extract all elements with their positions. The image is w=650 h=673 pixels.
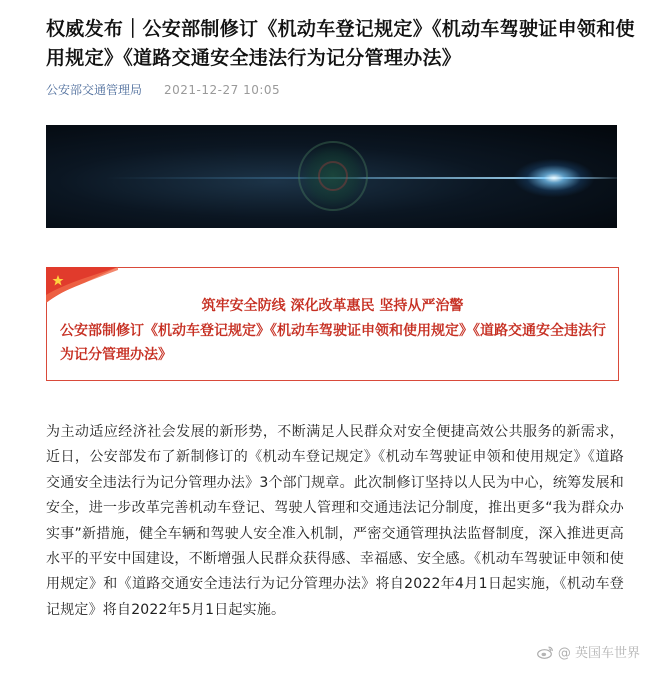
watermark-text: @ 英国车世界: [557, 646, 640, 661]
notice-box: [46, 267, 619, 381]
publish-date: 2021-12-27 10:05: [164, 83, 281, 97]
body-paragraph: 为主动适应经济社会发展的新形势，不断满足人民群众对安全便捷高效公共服务的新需求，近日，公安部发布了新制修订的《机动车登记规定》《机动车驾驶证申领和使用规定》《道路交通安全违法行为记分管理办法》3个部门规章。此次制修订坚持以人民为中心，统筹发展和安全，进一步改革完善机动车登记、驾驶人管理和交通违法记分制度，推出更多“我为群众办实事”新措施，健全车辆和驾驶人安全准入机制，严密交通管理执法监督制度，深入推进更高水平的平安中国建设，不断增强人民群众获得感、幸福感、安全感。《机动车驾驶证申领和使用规定》和《道路交通安全违法行为记分管理办法》将自2022年4月1日起实施，《机动车登记规定》将自2022年5月1日起实施。: [46, 424, 624, 618]
article-meta: [46, 82, 280, 98]
article-title: 权威发布｜公安部制修订《机动车登记规定》《机动车驾驶证申领和使用规定》《道路交通安全违法行为记分管理办法》: [46, 18, 635, 69]
banner-image: [46, 125, 617, 228]
weibo-icon: [537, 645, 554, 659]
notice-slogan: 筑牢安全防线 深化改革惠民 坚持从严治警: [201, 298, 464, 314]
emblem-inner-ring: [318, 161, 348, 191]
notice-body: 公安部制修订《机动车登记规定》《机动车驾驶证申领和使用规定》《道路交通安全违法行为记分管理办法》: [60, 323, 606, 363]
police-emblem-icon: [298, 141, 368, 211]
light-glow: [514, 159, 594, 197]
watermark: [537, 642, 640, 661]
author-link[interactable]: 公安部交通管理局: [46, 83, 143, 97]
